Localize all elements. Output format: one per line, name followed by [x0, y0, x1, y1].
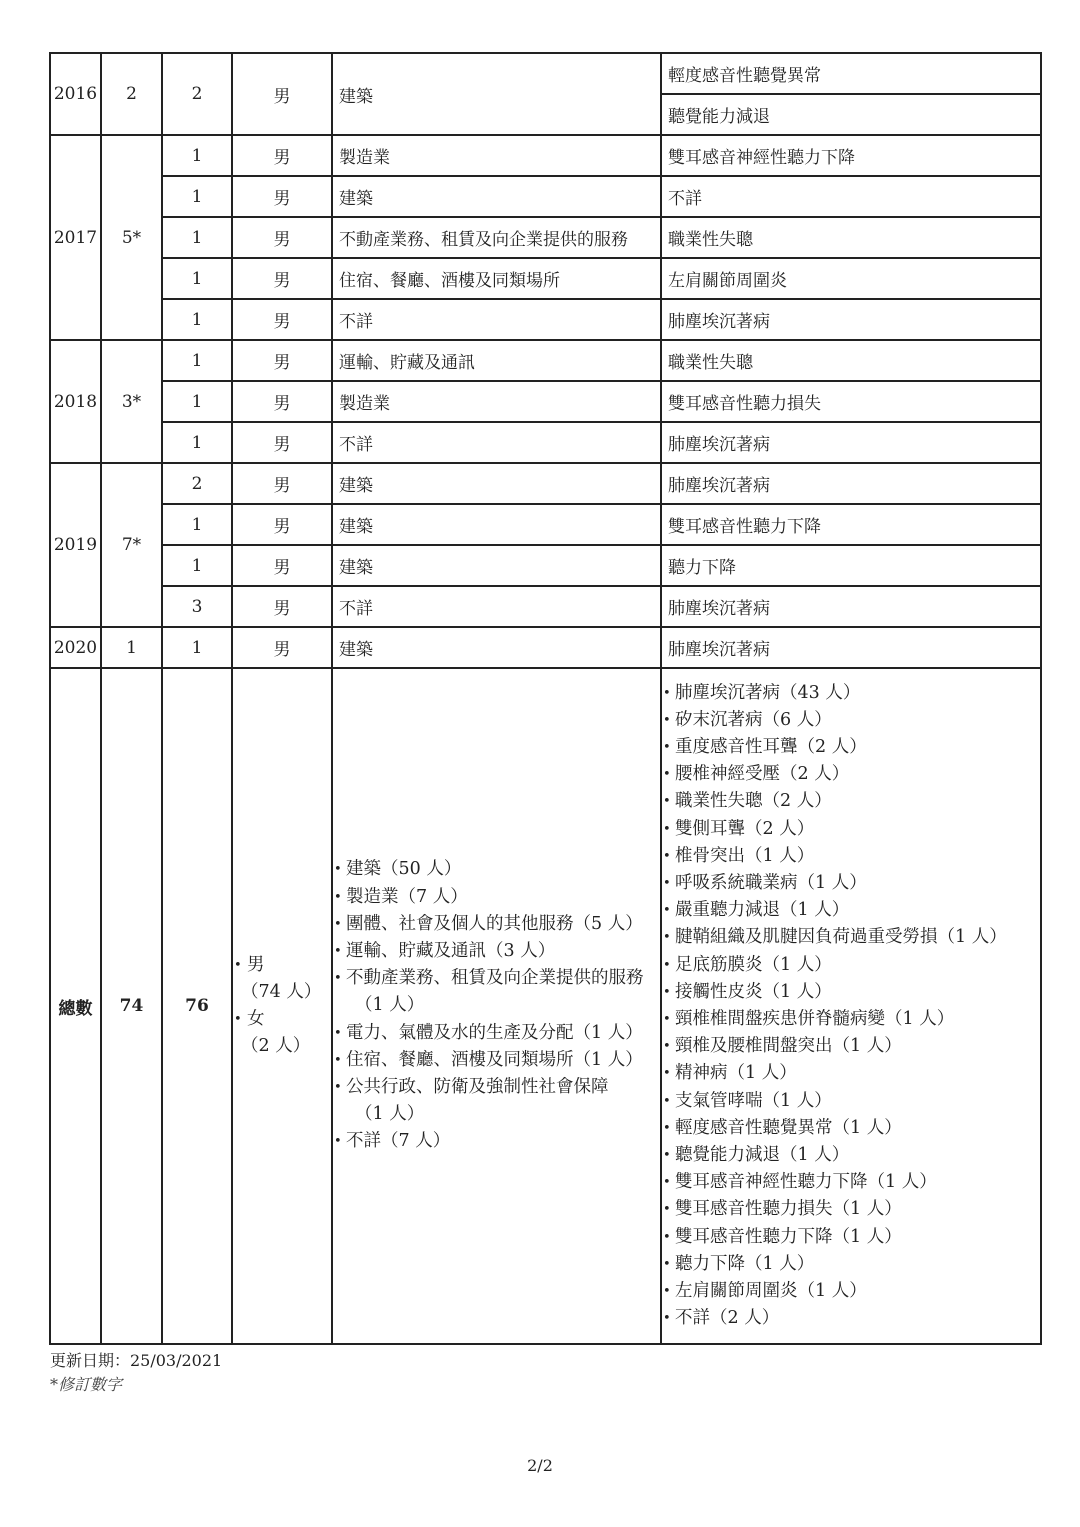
sex-cell: 男	[232, 258, 332, 299]
count-cell: 1	[162, 422, 232, 463]
list-item: （2 人）	[241, 1036, 311, 1057]
industry-cell: 不詳	[332, 586, 661, 627]
table-row	[50, 586, 1041, 627]
year-cell: 2016	[50, 53, 101, 135]
list-item: （74 人）	[241, 981, 322, 1002]
count-cell: 1	[162, 504, 232, 545]
list-item: （1 人）	[355, 1104, 425, 1125]
industry-cell: 不動產業務、租賃及向企業提供的服務	[332, 217, 661, 258]
total-cell: 2	[101, 53, 162, 135]
list-item: • 嚴重聽力減退（1 人）	[662, 897, 1040, 924]
disease-cell: 不詳	[661, 176, 1041, 217]
disease-cell: 輕度感音性聽覺異常	[661, 53, 1041, 94]
total-cell: 5*	[101, 135, 162, 340]
count-cell: 1	[162, 340, 232, 381]
list-item: • 建築（50 人）	[333, 856, 660, 883]
list-item: • 不動產業務、租賃及向企業提供的服務	[333, 965, 660, 992]
list-item: • 呼吸系統職業病（1 人）	[662, 870, 1040, 897]
summary-count: 76	[162, 668, 232, 1344]
disease-cell: 肺塵埃沉著病	[661, 422, 1041, 463]
table-row	[50, 53, 1041, 94]
summary-total: 74	[101, 668, 162, 1344]
year-cell: 2017	[50, 135, 101, 340]
summary-disease-list	[662, 680, 1040, 1333]
count-cell: 1	[162, 258, 232, 299]
list-item: • 支氣管哮喘（1 人）	[662, 1088, 1040, 1115]
list-item: • 足底筋膜炎（1 人）	[662, 952, 1040, 979]
list-item: • 公共行政、防衛及強制性社會保障	[333, 1074, 660, 1101]
list-item: • 腱鞘組織及肌腱因負荷過重受勞損（1 人）	[662, 924, 1040, 951]
list-item: • 左肩關節周圍炎（1 人）	[662, 1278, 1040, 1305]
disease-cell: 雙耳感音神經性聽力下降	[661, 135, 1041, 176]
disease-cell: 肺塵埃沉著病	[661, 299, 1041, 340]
table-row	[50, 135, 1041, 176]
list-item: • 聽力下降（1 人）	[662, 1251, 1040, 1278]
disease-cell: 職業性失聰	[661, 340, 1041, 381]
table-row	[50, 627, 1041, 668]
industry-cell: 建築	[332, 627, 661, 668]
disease-cell: 肺塵埃沉著病	[661, 586, 1041, 627]
list-item: • 製造業（7 人）	[333, 884, 660, 911]
summary-industry-list	[333, 856, 660, 1155]
sex-cell: 男	[232, 299, 332, 340]
industry-cell: 建築	[332, 176, 661, 217]
list-item: • 女	[233, 1006, 331, 1033]
count-cell: 1	[162, 299, 232, 340]
disease-cell: 肺塵埃沉著病	[661, 627, 1041, 668]
summary-disease-cell	[661, 668, 1041, 1344]
table-row	[50, 422, 1041, 463]
count-cell: 1	[162, 627, 232, 668]
sex-cell: 男	[232, 627, 332, 668]
table-row	[50, 504, 1041, 545]
list-item: • 住宿、餐廳、酒樓及同類場所（1 人）	[333, 1047, 660, 1074]
count-cell: 3	[162, 586, 232, 627]
disease-cell: 雙耳感音性聽力損失	[661, 381, 1041, 422]
list-item: • 雙耳感音神經性聽力下降（1 人）	[662, 1169, 1040, 1196]
sex-cell: 男	[232, 135, 332, 176]
count-cell: 1	[162, 381, 232, 422]
industry-cell: 住宿、餐廳、酒樓及同類場所	[332, 258, 661, 299]
disease-cell: 雙耳感音性聽力下降	[661, 504, 1041, 545]
summary-sex-cell	[232, 668, 332, 1344]
list-item: • 精神病（1 人）	[662, 1060, 1040, 1087]
sex-cell: 男	[232, 217, 332, 258]
list-item: • 接觸性皮炎（1 人）	[662, 979, 1040, 1006]
list-item: • 運輸、貯藏及通訊（3 人）	[333, 938, 660, 965]
table-row	[50, 299, 1041, 340]
list-item: • 椎骨突出（1 人）	[662, 843, 1040, 870]
sex-cell: 男	[232, 53, 332, 135]
industry-cell: 建築	[332, 53, 661, 135]
industry-cell: 製造業	[332, 135, 661, 176]
count-cell: 1	[162, 135, 232, 176]
sex-cell: 男	[232, 586, 332, 627]
list-item: • 雙側耳聾（2 人）	[662, 816, 1040, 843]
sex-cell: 男	[232, 463, 332, 504]
industry-cell: 運輸、貯藏及通訊	[332, 340, 661, 381]
summary-label: 總數	[50, 668, 101, 1344]
list-item: • 團體、社會及個人的其他服務（5 人）	[333, 911, 660, 938]
table-row	[50, 463, 1041, 504]
list-item: • 男	[233, 952, 331, 979]
industry-cell: 建築	[332, 463, 661, 504]
list-item: • 職業性失聰（2 人）	[662, 788, 1040, 815]
count-cell: 1	[162, 545, 232, 586]
industry-cell: 不詳	[332, 422, 661, 463]
industry-cell: 製造業	[332, 381, 661, 422]
industry-cell: 建築	[332, 504, 661, 545]
list-item: （1 人）	[355, 995, 425, 1016]
year-cell: 2020	[50, 627, 101, 668]
sex-cell: 男	[232, 504, 332, 545]
page-number: 2/2	[527, 1456, 553, 1475]
disease-cell: 聽覺能力減退	[661, 94, 1041, 135]
revision-note: *修訂數字	[50, 1375, 123, 1394]
industry-cell: 建築	[332, 545, 661, 586]
disease-cell: 職業性失聰	[661, 217, 1041, 258]
summary-row	[50, 668, 1041, 1344]
sex-cell: 男	[232, 545, 332, 586]
year-cell: 2019	[50, 463, 101, 627]
count-cell: 1	[162, 217, 232, 258]
sex-cell: 男	[232, 176, 332, 217]
table-row	[50, 176, 1041, 217]
total-cell: 1	[101, 627, 162, 668]
list-item: • 雙耳感音性聽力下降（1 人）	[662, 1224, 1040, 1251]
industry-cell: 不詳	[332, 299, 661, 340]
list-item: • 不詳（7 人）	[333, 1128, 660, 1155]
count-cell: 2	[162, 53, 232, 135]
summary-sex-list	[233, 952, 331, 1061]
list-item: • 輕度感音性聽覺異常（1 人）	[662, 1115, 1040, 1142]
list-item: • 肺塵埃沉著病（43 人）	[662, 680, 1040, 707]
count-cell: 2	[162, 463, 232, 504]
count-cell: 1	[162, 176, 232, 217]
list-item: • 雙耳感音性聽力損失（1 人）	[662, 1196, 1040, 1223]
table-row	[50, 217, 1041, 258]
list-item: • 腰椎神經受壓（2 人）	[662, 761, 1040, 788]
table-row	[50, 545, 1041, 586]
disease-cell: 左肩關節周圍炎	[661, 258, 1041, 299]
sex-cell: 男	[232, 381, 332, 422]
table-row	[50, 258, 1041, 299]
disease-cell: 聽力下降	[661, 545, 1041, 586]
list-item: • 聽覺能力減退（1 人）	[662, 1142, 1040, 1169]
list-item: • 不詳（2 人）	[662, 1305, 1040, 1332]
total-cell: 3*	[101, 340, 162, 463]
update-date: 更新日期：25/03/2021	[50, 1351, 223, 1370]
sex-cell: 男	[232, 422, 332, 463]
list-item: • 矽末沉著病（6 人）	[662, 707, 1040, 734]
summary-industry-cell	[332, 668, 661, 1344]
list-item: • 電力、氣體及水的生產及分配（1 人）	[333, 1020, 660, 1047]
list-item: • 頸椎及腰椎間盤突出（1 人）	[662, 1033, 1040, 1060]
list-item: • 重度感音性耳聾（2 人）	[662, 734, 1040, 761]
sex-cell: 男	[232, 340, 332, 381]
list-item: • 頸椎椎間盤疾患併脊髓病變（1 人）	[662, 1006, 1040, 1033]
total-cell: 7*	[101, 463, 162, 627]
table-row	[50, 381, 1041, 422]
disease-cell: 肺塵埃沉著病	[661, 463, 1041, 504]
cases-table	[49, 52, 1042, 1345]
year-cell: 2018	[50, 340, 101, 463]
table-row	[50, 340, 1041, 381]
